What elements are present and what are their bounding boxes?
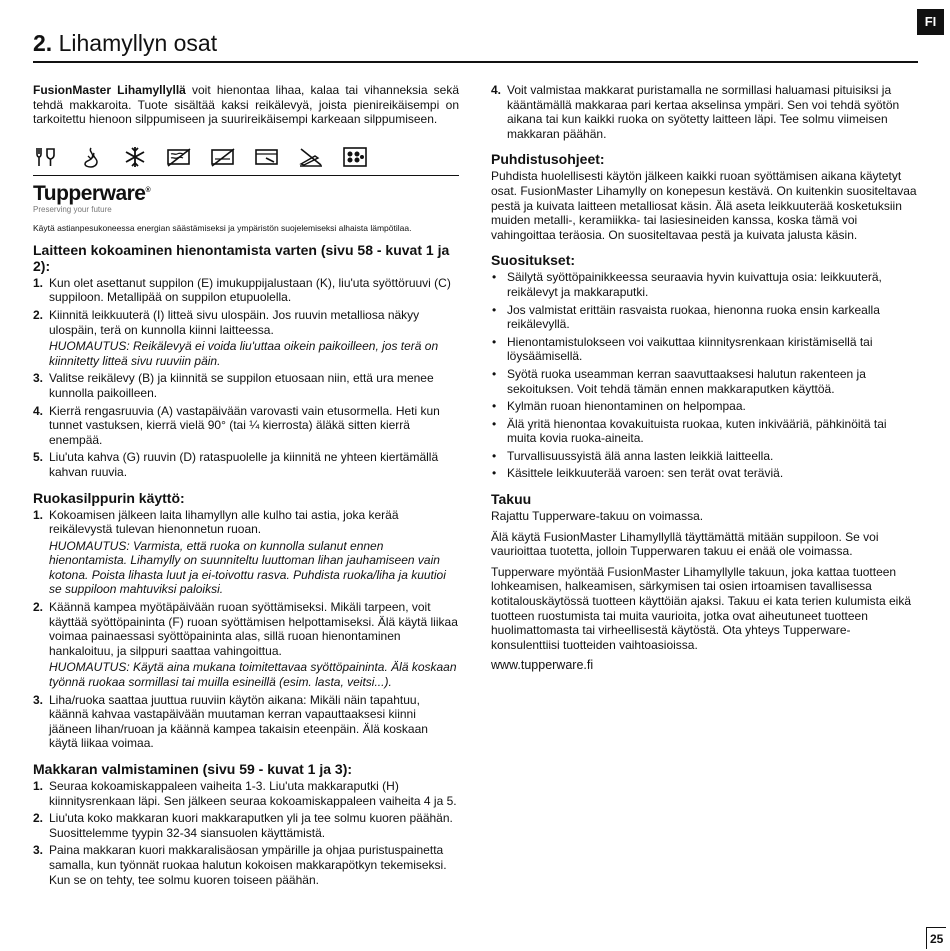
list-item: • Säilytä syöttöpainikkeessa seuraavia hyvin kuivattuja osia: leikkuuterä, reikälevyt ja makkaraputki. (492, 270, 882, 299)
item-note: HUOMAUTUS: Reikälevyä ei voida liu'uttaa oikein paikoilleen, jos terä on kiinnitetty litteä sivu ruuviin päin. (49, 339, 439, 368)
item-number: 1. (33, 507, 44, 522)
list-item (33, 600, 459, 690)
tupperware-logo (33, 180, 459, 205)
intro-brand: FusionMaster Lihamyllyllä (33, 83, 186, 97)
item-text: Käsittele leikkuuterää varoen: sen terät ovat teräviä. (507, 466, 784, 481)
item-number: 2. (33, 307, 44, 322)
list-item: • Hienontamistulokseen voi vaikuttaa kiinnitysrenkaan kiristämisellä tai löysäämisellä. (492, 334, 873, 364)
list-item (33, 693, 459, 751)
page-number: 25 (930, 932, 944, 946)
sausage-heading: Makkaran valmistaminen (sivu 59 - kuvat 1 ja 3): (33, 761, 353, 777)
intro-paragraph (33, 83, 459, 127)
item-number: 3. (33, 692, 44, 707)
cleaning-text: Puhdista huolellisesti käytön jälkeen kaikki ruoan syöttämisen aikana käytetyt osat. FusionMaster Lihamylly on konepesun kestävä. On kuitenkin suositeltavaa pestä ja kuivata laitteen metalliosat käsin. Älä aseta leikkuuterää kosketuksiin muiden metalli-, keramiikka- tai lasiesineiden kanssa, koska tämä voi vahingoittaa teräosia. On suositeltavaa pestä ja kuivata jalusta käsin. (491, 169, 917, 242)
item-number: 5. (33, 450, 44, 465)
sausage-list (33, 779, 459, 887)
list-item (33, 811, 459, 840)
item-text: Syötä ruoka useamman kerran saavuttaaksesi halutun rakenteen ja sekoituksen. Voit tehdä tämän ennen makkaraputken käyttöä. (507, 366, 866, 396)
cleaning-heading: Puhdistusohjeet: (491, 151, 605, 168)
list-item (33, 276, 459, 305)
item-text: Paina makkaran kuori makkaralisäosan ympärille ja ohjaa puristuspainetta samalla, kun työnnät ruokaa halutun kokoisen makkarapötkyn tekemiseksi. Kun se on tehty, tee solmu kuoren toiseen päähän. (49, 843, 447, 887)
sausage-list-continued (491, 83, 918, 141)
intro-text: voit hienontaa lihaa, kalaa tai vihanneksia sekä tehdä makkaroita. Tuote sisältää kaksi reikälevyä, joista pienireikäisempi on tarkoitettu hienoon silppumiseen ja suurireikäisempi karkeaan silppumiseen. (33, 83, 460, 127)
item-number: 3. (33, 371, 44, 386)
item-text: Älä yritä hienontaa kovakuituista ruokaa, kuten inkivääriä, pähkinöitä tai muita kovia ruoka-aineita. (507, 416, 887, 446)
item-text: Turvallisuussyistä älä anna lasten leikkiä laitteella. (507, 448, 774, 463)
item-text: Käännä kampea myötäpäivään ruoan syöttämiseksi. Mikäli tarpeen, voit käyttää syöttöpaininta (F) ruoan syöttämisen helpottamiseksi. Älä käytä liikaa voimaa painaessasi syöttöpaininta alas, sillä ruoan hienontaminen hankaloituu, ja silppuri saattaa vahingoittua. (49, 600, 458, 658)
list-item: • Syötä ruoka useamman kerran saavuttaaksesi halutun rakenteen ja sekoituksen. Voit tehdä tämän ennen makkaraputken käyttöä. (492, 366, 866, 396)
assembly-heading: Laitteen kokoaminen hienontamista varten (sivu 58 - kuvat 1 ja 2): (33, 241, 450, 274)
tips-list (491, 270, 918, 481)
language-badge: FI (917, 9, 944, 35)
item-text: Kun olet asettanut suppilon (E) imukuppijalustaan (K), liu'uta syöttöruuvi (C) suppiloon. Metallipää on suppilon etupuolella. (49, 275, 451, 305)
feeder-list (33, 508, 459, 752)
feeder-heading: Ruokasilppurin käyttö: (33, 489, 185, 506)
list-item (33, 508, 459, 598)
dishwasher-note: Käytä astianpesukoneessa energian säästämiseksi ja ympäristön suojelemiseksi alhaista lämpötilaa. (33, 222, 412, 233)
right-column (491, 83, 918, 673)
warranty-paragraph: Älä käytä FusionMaster Lihamyllyllä täyttämättä mitään suppiloon. Se voi vaurioittaa tuotetta, jolloin Tupperwaren takuu ei enää ole voimassa. (491, 529, 879, 559)
list-item (33, 450, 459, 479)
item-text: Seuraa kokoamiskappaleen vaiheita 1-3. Liu'uta makkaraputki (H) kiinnitysrenkaan läpi. Sen jälkeen seuraa kokoamiskappaleen vaiheita 4 ja 5. (49, 779, 457, 808)
oven-no-icon (165, 145, 193, 169)
item-number: 2. (33, 811, 44, 826)
item-number: 2. (33, 600, 44, 615)
item-number: 1. (33, 779, 44, 793)
item-number: 4. (33, 403, 44, 418)
item-text: Kylmän ruoan hienontaminen on helpompaa. (507, 399, 746, 414)
list-item: • Älä yritä hienontaa kovakuituista ruokaa, kuten inkivääriä, pähkinöitä tai muita kovia ruoka-aineita. (492, 416, 887, 446)
item-text: Kokoamisen jälkeen laita lihamyllyn alle kulho tai astia, joka kerää reikälevystä tulevan hienonnetun ruoan. (49, 507, 399, 537)
item-text: Liha/ruoka saattaa juuttua ruuviin käytön aikana: Mikäli näin tapahtuu, käännä kahvaa vastapäivään muutaman kerran vapauttaaksesi kiinni jääneen lihan/ruoan ja käännä kampea takaisin eteenpäin. Älä koskaan käytä liikaa voimaa. (49, 692, 428, 751)
cutlery-icon (33, 145, 61, 169)
item-text: Kierrä rengasruuvia (A) vastapäivään varovasti vain etusormella. Heti kun tunnet vastuksen, kierrä vielä 90° (tai ¼ kierrosta) äläkä sitten kierrä enempää. (49, 403, 440, 447)
no-knife-icon (297, 145, 325, 169)
list-item (33, 308, 459, 368)
dishwasher-icon (209, 145, 237, 169)
freezer-icon (121, 145, 149, 169)
registered-mark: ® (145, 186, 151, 194)
list-item: • Turvallisuussyistä älä anna lasten leikkiä laitteella. (492, 448, 774, 463)
page-number-rule-top (926, 927, 946, 928)
warranty-paragraph: Tupperware myöntää FusionMaster Lihamyllylle takuun, joka kattaa tuotteen lohkeamisen, halkeamisen, särkymisen tai osien irtoamisen tavallisessa kotitalouskäytössä tuotteen käyttöiän ajaksi. Takuu ei kata terien kulumista eikä tuotteen ruostumista tai muita vaurioita, jotka ovat aiheutuneet tuotteen huolimattomasta tai virheellisestä käytöstä. Ota yhteys Tupperware-konsulenttiisi tuotteiden vaihtoasioissa. (491, 564, 912, 652)
item-text: Kiinnitä leikkuuterä (I) litteä sivu ulospäin. Jos ruuvin metalliosa näkyy ulospäin, terä on kunnolla kiinni laitteessa. (49, 307, 420, 337)
list-item (33, 371, 459, 400)
warranty-heading: Takuu (491, 491, 532, 508)
item-note: HUOMAUTUS: Käytä aina mukana toimitettavaa syöttöpaininta. Älä koskaan työnnä ruokaa sormillasi tai muilla esineillä (esim. lasta, veitsi...). (49, 660, 457, 690)
dishwasher-safe-icon (341, 145, 369, 169)
item-text: Valitse reikälevy (B) ja kiinnitä se suppilon etuosaan niin, että ura menee kunnolla paikoilleen. (49, 371, 434, 400)
list-item: • Käsittele leikkuuterää varoen: sen terät ovat teräviä. (492, 466, 784, 481)
list-item (491, 83, 918, 141)
microwave-icon (77, 145, 105, 169)
item-text: Hienontamistulokseen voi vaikuttaa kiinnitysrenkaan kiristämisellä tai löysäämisellä. (507, 334, 873, 364)
item-number: 3. (33, 843, 44, 858)
item-text: Liu'uta koko makkaran kuori makkaraputken yli ja tee solmu kuoren päähän. Suosittelemme tyypin 32-34 siansuolen käyttämistä. (49, 811, 453, 840)
item-number: 1. (33, 275, 44, 290)
brand-name: Tupperware (33, 181, 146, 205)
icons-divider (33, 175, 459, 176)
left-column (33, 83, 459, 891)
section-title: Lihamyllyn osat (58, 30, 218, 56)
item-text: Säilytä syöttöpainikkeessa seuraavia hyvin kuivattuja osia: leikkuuterä, reikälevyt ja makkaraputki. (507, 270, 882, 299)
item-text: Jos valmistat erittäin rasvaista ruokaa, hienonna ruoka ensin karkealla reikälevyllä. (507, 302, 880, 332)
list-item (33, 404, 459, 448)
page-number-rule (926, 927, 927, 949)
item-note: HUOMAUTUS: Varmista, että ruoka on kunnolla sulanut ennen hienontamista. Lihamylly on suunniteltu luuttoman lihan jauhamiseen vain kotona. Poista lihasta luut ja ei-toivottu rasva. Puhdista ruoka/liha ja kuutioi se suppiloon mahtuviksi paloiksi. (49, 538, 446, 597)
title-rule (33, 61, 918, 63)
list-item: • Jos valmistat erittäin rasvaista ruokaa, hienonna ruoka ensin karkealla reikälevyllä. (492, 302, 880, 332)
item-text: Voit valmistaa makkarat puristamalla ne sormillasi haluamasi pituisiksi ja kääntämällä makkaraa pari kertaa akselinsa ympäri. Sen voi tehdä syötön aikana tai kun kaikki ruoka on syötetty laitteen läpi. Tee solmu viimeisen makkaran päähän. (507, 83, 900, 141)
list-item (33, 843, 459, 887)
tips-heading: Suositukset: (491, 252, 576, 269)
assembly-list (33, 276, 459, 480)
list-item: • Kylmän ruoan hienontaminen on helpompaa. (492, 399, 746, 414)
website-link[interactable]: www.tupperware.fi (491, 658, 594, 673)
section-number: 2. (33, 30, 53, 56)
item-number: 4. (491, 83, 502, 97)
list-item (33, 779, 459, 808)
refrigerator-icon (253, 145, 281, 169)
care-icons (33, 143, 459, 171)
item-text: Liu'uta kahva (G) ruuvin (D) rataspuolelle ja kiinnitä ne yhteen kiertämällä kahvan ruuvia. (49, 450, 439, 479)
page-title (33, 29, 217, 57)
warranty-paragraph: Rajattu Tupperware-takuu on voimassa. (491, 509, 704, 524)
brand-tagline: Preserving your future (33, 204, 112, 214)
